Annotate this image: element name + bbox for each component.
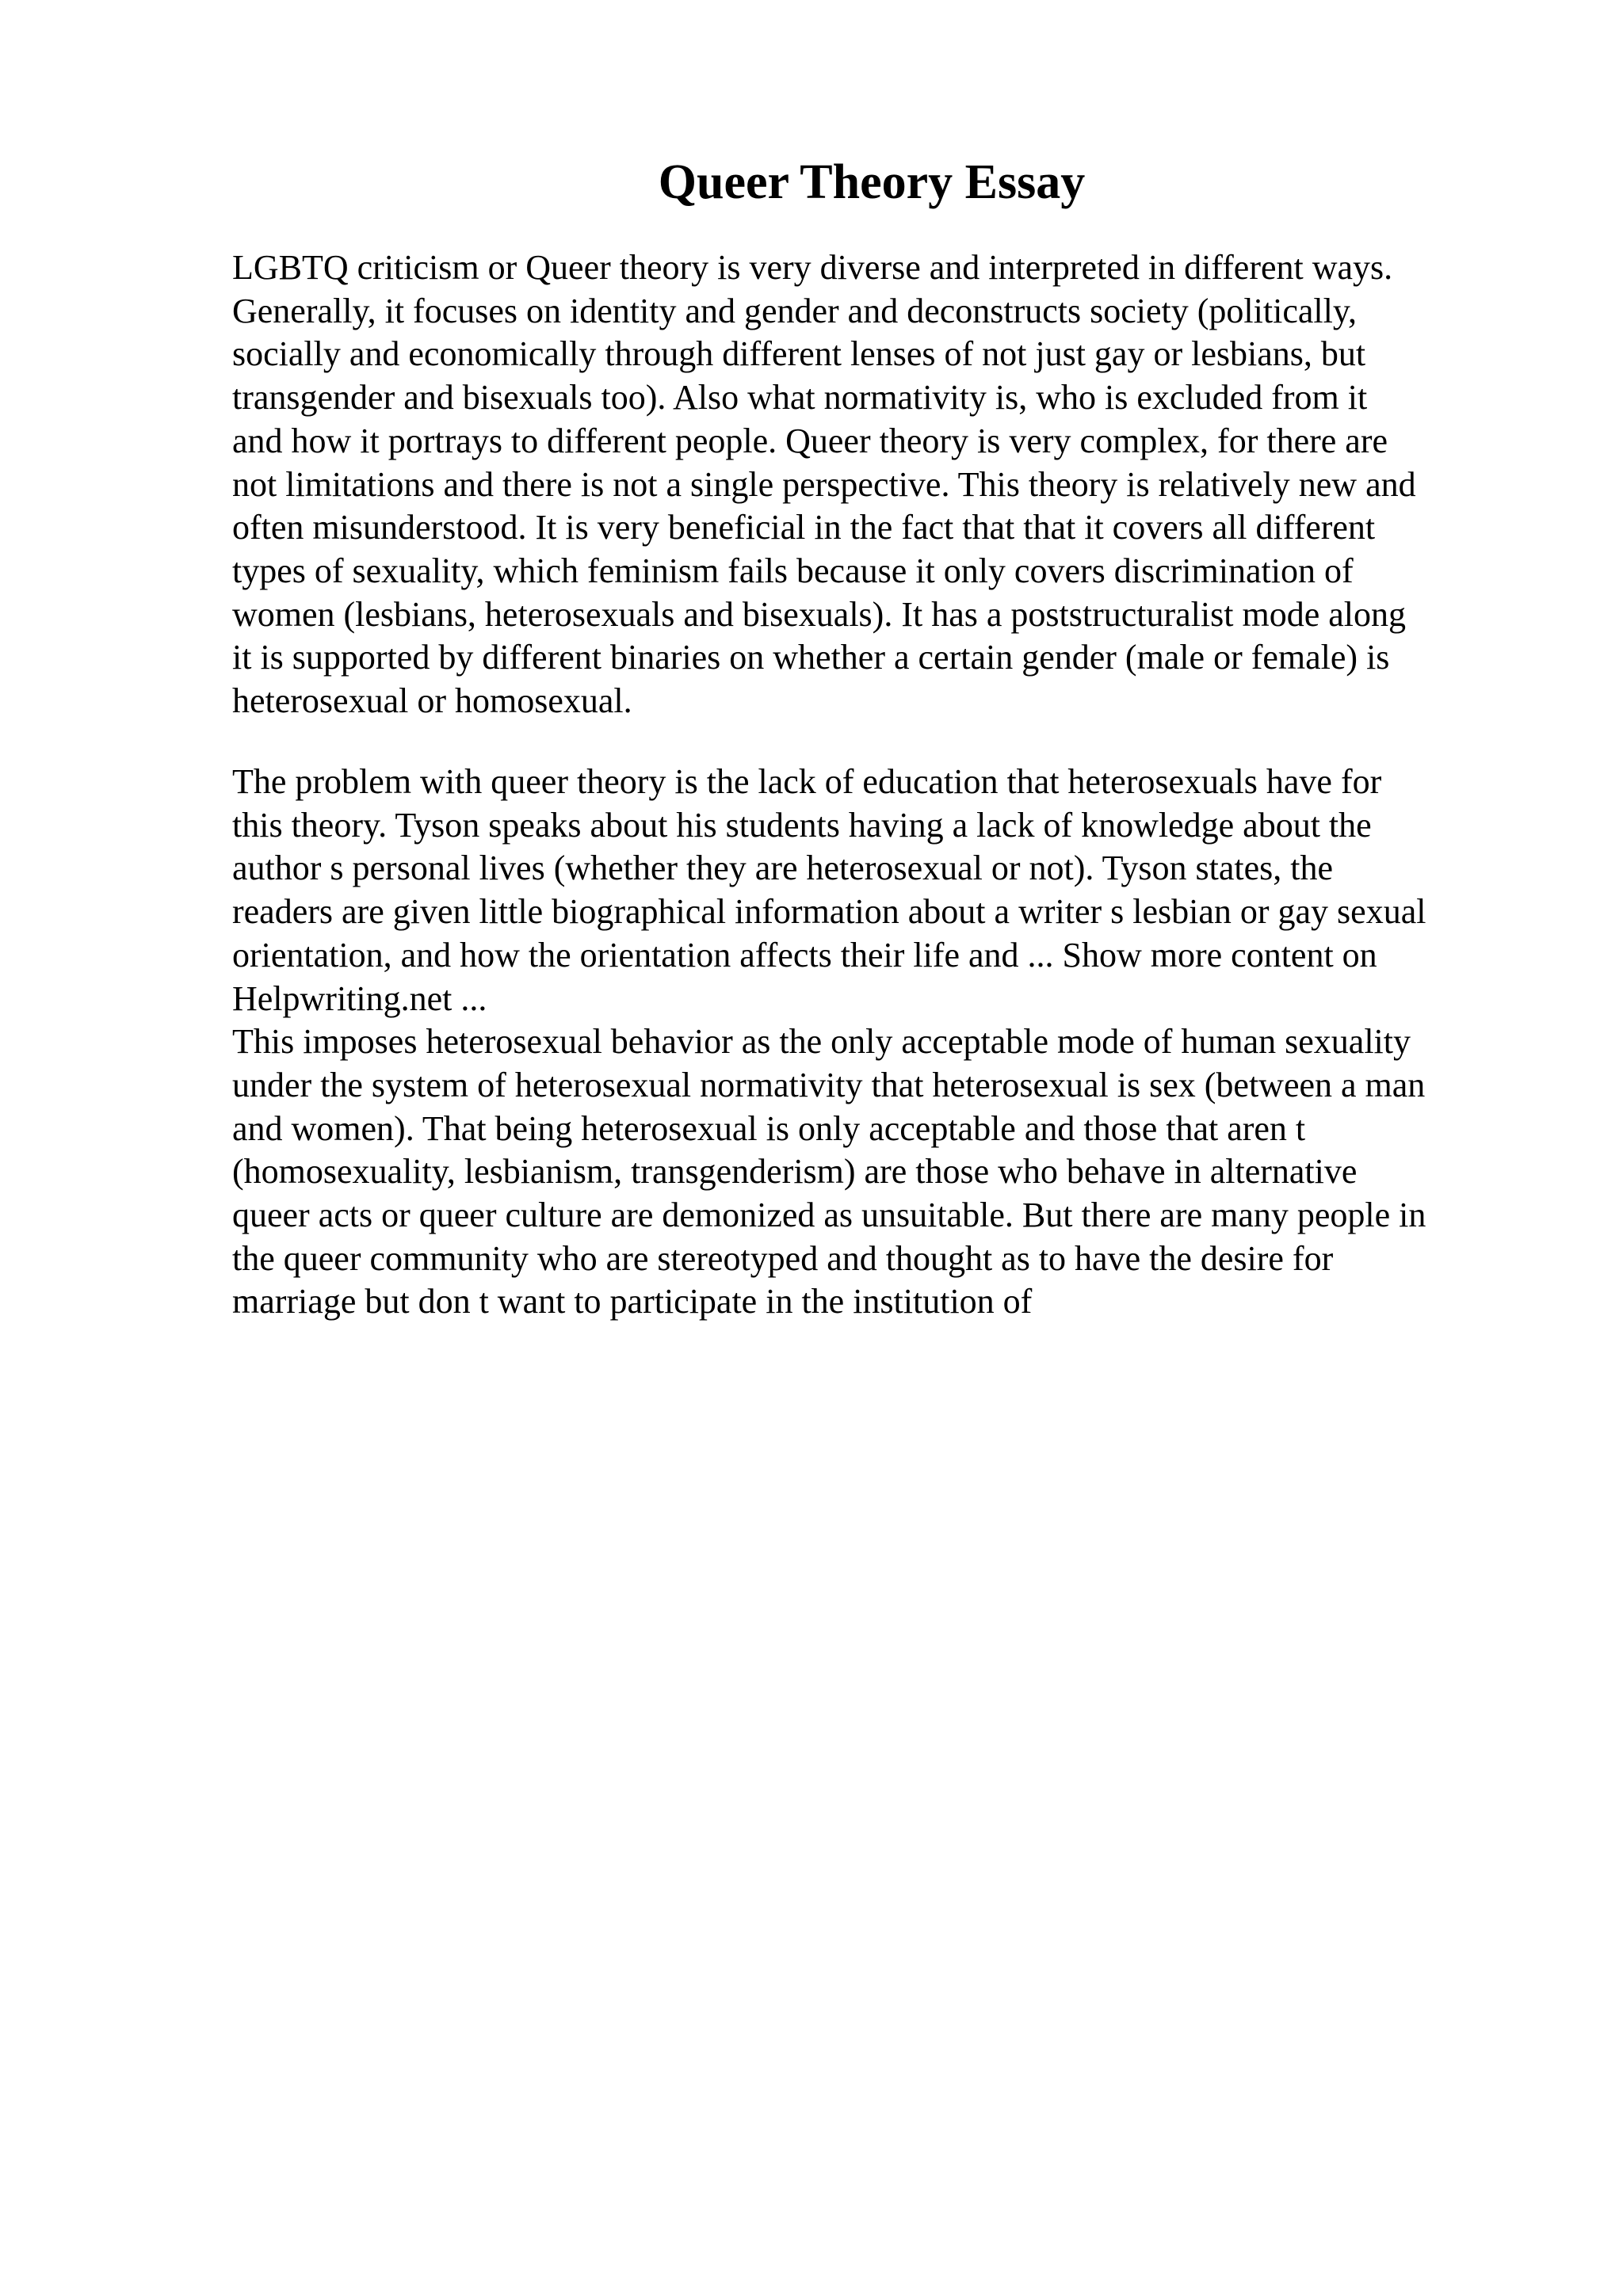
text-line: under the system of heterosexual normativity that heterosexual is sex (between a man	[232, 1065, 1426, 1104]
page-title: Queer Theory Essay	[658, 155, 1086, 209]
text-line: (homosexuality, lesbianism, transgenderism) are those who behave in alternative	[232, 1152, 1358, 1192]
text-line: types of sexuality, which feminism fails because it only covers discrimination of	[232, 551, 1354, 590]
text-line: orientation, and how the orientation affects their life and ... Show more content on	[232, 935, 1377, 974]
text-line: socially and economically through different lenses of not just gay or lesbians, but	[232, 334, 1366, 374]
text-line: LGBTQ criticism or Queer theory is very diverse and interpreted in different ways.	[232, 248, 1393, 287]
text-line: the queer community who are stereotyped and thought as to have the desire for	[232, 1238, 1334, 1278]
text-line: queer acts or queer culture are demonized as unsuitable. But there are many people in	[232, 1196, 1426, 1235]
text-line: and women). That being heterosexual is only acceptable and those that aren t	[232, 1108, 1306, 1148]
text-line: transgender and bisexuals too). Also what normativity is, who is excluded from it	[232, 378, 1368, 418]
text-line: marriage but don t want to participate in the institution of	[232, 1282, 1033, 1322]
text-line: and how it portrays to different people. Queer theory is very complex, for there are	[232, 421, 1388, 460]
text-line: author s personal lives (whether they are heterosexual or not). Tyson states, the	[232, 849, 1334, 888]
paragraph-problem	[232, 761, 1532, 1324]
text-line: This imposes heterosexual behavior as the only acceptable mode of human sexuality	[232, 1022, 1411, 1062]
text-line: heterosexual or homosexual.	[232, 681, 632, 721]
text-line: this theory. Tyson speaks about his students having a lack of knowledge about the	[232, 805, 1372, 845]
text-line: women (lesbians, heterosexuals and bisexuals). It has a poststructuralist mode along	[232, 594, 1406, 634]
text-line: it is supported by different binaries on whether a certain gender (male or female) is	[232, 638, 1390, 677]
text-line: The problem with queer theory is the lack of education that heterosexuals have for	[232, 762, 1382, 801]
text-line: Helpwriting.net ...	[232, 978, 487, 1018]
paragraph-intro	[232, 246, 1532, 723]
text-line: readers are given little biographical information about a writer s lesbian or gay sexual	[232, 892, 1426, 932]
text-line: not limitations and there is not a single perspective. This theory is relatively new and	[232, 464, 1416, 504]
text-line: often misunderstood. It is very beneficial in the fact that that it covers all different	[232, 508, 1376, 547]
text-line: Generally, it focuses on identity and gender and deconstructs society (politically,	[232, 291, 1357, 330]
